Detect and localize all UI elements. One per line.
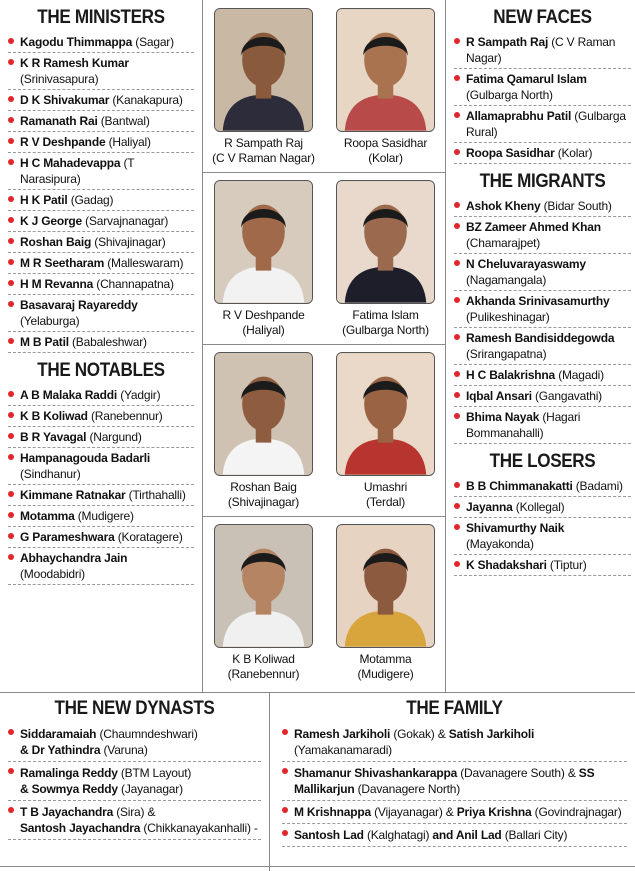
constituency: (Shivajinagar) bbox=[94, 235, 166, 249]
candidate-name: Basavaraj Rayareddy bbox=[20, 298, 138, 312]
candidate-name: Shamanur Shivashankarappa bbox=[294, 766, 458, 780]
person-silhouette-icon bbox=[337, 525, 434, 647]
list-item bbox=[8, 295, 194, 332]
bullet-icon bbox=[8, 96, 14, 102]
constituency: (Chikkanayakanhalli) - bbox=[143, 821, 258, 835]
bottom-rule bbox=[0, 866, 635, 871]
constituency: (BTM Layout) bbox=[120, 766, 192, 780]
photo-tile bbox=[325, 0, 446, 172]
candidate-name: Akhanda Srinivasamurthy bbox=[466, 294, 610, 308]
list-item bbox=[454, 32, 631, 69]
constituency: (Ballari City) bbox=[504, 828, 568, 842]
bullet-icon bbox=[8, 196, 14, 202]
list-item bbox=[454, 386, 631, 407]
list-item bbox=[282, 801, 627, 824]
bullet-icon bbox=[454, 260, 460, 266]
photo-tile bbox=[203, 172, 324, 344]
caption-constituency: (Shivajinagar) bbox=[227, 495, 300, 509]
constituency: (T Narasipura) bbox=[20, 156, 135, 186]
family-panel bbox=[270, 693, 635, 871]
candidate-name: Iqbal Ansari bbox=[466, 389, 532, 403]
constituency: (Govindrajnagar) bbox=[534, 805, 622, 819]
photo-caption bbox=[325, 480, 446, 510]
photo-tile bbox=[203, 0, 324, 172]
constituency: (Chaumndeshwari) bbox=[99, 727, 198, 741]
bullet-icon bbox=[8, 412, 14, 418]
constituency: (Srirangapatna) bbox=[466, 347, 547, 361]
bullet-icon bbox=[8, 280, 14, 286]
bullet-icon bbox=[8, 512, 14, 518]
constituency: (Pulikeshinagar) bbox=[466, 310, 550, 324]
caption-name: R V Deshpande bbox=[222, 308, 305, 322]
candidate-name: Allamaprabhu Patil bbox=[466, 109, 572, 123]
constituency: (Gokak) & bbox=[393, 727, 446, 741]
candidate-name: H C Balakrishna bbox=[466, 368, 556, 382]
list-item bbox=[454, 497, 631, 518]
list-item bbox=[8, 723, 261, 762]
constituency: (Kolar) bbox=[557, 146, 593, 160]
caption-constituency: (Ranebennur) bbox=[227, 667, 300, 681]
candidate-name: G Parameshwara bbox=[20, 530, 115, 544]
constituency: (Davanagere North) bbox=[357, 782, 461, 796]
caption-name: Umashri bbox=[363, 480, 408, 494]
list-item bbox=[454, 106, 631, 143]
bullet-icon bbox=[8, 391, 14, 397]
constituency: (Vijayanagar) & bbox=[374, 805, 454, 819]
dynasts-title: THE NEW DYNASTS bbox=[54, 698, 215, 719]
candidate-name: Siddaramaiah bbox=[20, 727, 97, 741]
ministers-list bbox=[8, 32, 194, 353]
bullet-icon bbox=[454, 149, 460, 155]
bullet-icon bbox=[282, 807, 288, 813]
list-item bbox=[8, 153, 194, 190]
candidate-name: Motamma bbox=[20, 509, 75, 523]
bullet-icon bbox=[8, 117, 14, 123]
list-item bbox=[8, 132, 194, 153]
candidate-name: K Shadakshari bbox=[466, 558, 547, 572]
photo-column bbox=[203, 0, 446, 692]
photo-tile bbox=[325, 344, 446, 516]
candidate-name: Santosh Jayachandra bbox=[20, 821, 141, 835]
candidate-name: Jayanna bbox=[466, 500, 513, 514]
list-item bbox=[8, 801, 261, 840]
candidate-name: Priya Krishna bbox=[456, 805, 532, 819]
bullet-icon bbox=[454, 392, 460, 398]
bullet-icon bbox=[8, 768, 14, 774]
candidate-name: & Dr Yathindra bbox=[20, 743, 101, 757]
candidate-name: K J George bbox=[20, 214, 83, 228]
constituency: (Channapatna) bbox=[96, 277, 174, 291]
constituency: (Magadi) bbox=[558, 368, 604, 382]
bullet-icon bbox=[454, 371, 460, 377]
bullet-icon bbox=[454, 561, 460, 567]
person-silhouette-icon bbox=[337, 181, 434, 303]
candidate-name: and Anil Lad bbox=[432, 828, 502, 842]
bullet-icon bbox=[8, 454, 14, 460]
list-item bbox=[8, 485, 194, 506]
dynasts-list bbox=[8, 723, 261, 840]
caption-name: Roopa Sasidhar bbox=[343, 136, 428, 150]
bullet-icon bbox=[454, 112, 460, 118]
list-item bbox=[282, 762, 627, 801]
candidate-name: SS Mallikarjun bbox=[294, 766, 595, 796]
person-silhouette-icon bbox=[215, 181, 312, 303]
constituency: (Mudigere) bbox=[77, 509, 134, 523]
candidate-name: N Cheluvarayaswamy bbox=[466, 257, 586, 271]
portrait-photo bbox=[214, 352, 313, 476]
caption-name: Fatima Islam bbox=[352, 308, 419, 322]
constituency: (Bantwal) bbox=[100, 114, 150, 128]
constituency: (Sarvajnanagar) bbox=[85, 214, 169, 228]
constituency: (Hagari Bommanahalli) bbox=[466, 410, 581, 440]
list-item bbox=[8, 90, 194, 111]
bullet-icon bbox=[454, 524, 460, 530]
portrait-photo bbox=[214, 8, 313, 132]
migrants-list bbox=[454, 196, 631, 444]
list-item bbox=[8, 190, 194, 211]
bullet-icon bbox=[454, 75, 460, 81]
dynasts-panel bbox=[0, 693, 270, 871]
family-list bbox=[282, 723, 627, 847]
caption-constituency: (Mudigere) bbox=[357, 667, 414, 681]
bullet-icon bbox=[454, 413, 460, 419]
portrait-photo bbox=[336, 352, 435, 476]
right-column bbox=[446, 0, 635, 692]
candidate-name: H C Mahadevappa bbox=[20, 156, 121, 170]
list-item bbox=[282, 824, 627, 847]
family-title: THE FAMILY bbox=[406, 698, 503, 719]
candidate-name: Ashok Kheny bbox=[466, 199, 541, 213]
constituency: (Haliyal) bbox=[108, 135, 151, 149]
list-item bbox=[8, 232, 194, 253]
candidate-name: T B Jayachandra bbox=[20, 805, 114, 819]
new-faces-title: NEW FACES bbox=[493, 7, 592, 28]
portrait-photo bbox=[336, 524, 435, 648]
bullet-icon bbox=[8, 59, 14, 65]
list-item bbox=[454, 328, 631, 365]
caption-constituency: (Kolar) bbox=[368, 151, 403, 165]
candidate-name: Ramalinga Reddy bbox=[20, 766, 118, 780]
candidate-name: Hampanagouda Badarli bbox=[20, 451, 151, 465]
candidate-name: K R Ramesh Kumar bbox=[20, 56, 129, 70]
constituency: (Kollegal) bbox=[515, 500, 565, 514]
list-item bbox=[8, 274, 194, 295]
constituency: (Sindhanur) bbox=[20, 467, 81, 481]
constituency: (Nargund) bbox=[89, 430, 142, 444]
bullet-icon bbox=[8, 159, 14, 165]
candidate-name: R V Deshpande bbox=[20, 135, 106, 149]
person-silhouette-icon bbox=[337, 9, 434, 131]
portrait-photo bbox=[214, 524, 313, 648]
list-item bbox=[8, 332, 194, 353]
constituency: (Gulbarga North) bbox=[466, 88, 553, 102]
bullet-icon bbox=[8, 433, 14, 439]
candidate-name: Ramanath Rai bbox=[20, 114, 98, 128]
bullet-icon bbox=[454, 482, 460, 488]
candidate-name: BZ Zameer Ahmed Khan bbox=[466, 220, 601, 234]
bullet-icon bbox=[454, 503, 460, 509]
person-silhouette-icon bbox=[215, 353, 312, 475]
left-column bbox=[0, 0, 203, 692]
bullet-icon bbox=[8, 38, 14, 44]
list-item bbox=[8, 427, 194, 448]
list-item bbox=[8, 527, 194, 548]
constituency: (Tirthahalli) bbox=[128, 488, 186, 502]
notables-title: THE NOTABLES bbox=[37, 360, 165, 381]
bullet-icon bbox=[282, 768, 288, 774]
list-item bbox=[8, 506, 194, 527]
bullet-icon bbox=[454, 223, 460, 229]
list-item bbox=[454, 254, 631, 291]
constituency: (Badami) bbox=[575, 479, 623, 493]
list-item bbox=[8, 548, 194, 585]
candidate-name: Kagodu Thimmappa bbox=[20, 35, 133, 49]
bullet-icon bbox=[454, 38, 460, 44]
list-item bbox=[8, 253, 194, 274]
candidate-name: B B Chimmanakatti bbox=[466, 479, 573, 493]
bullet-icon bbox=[454, 202, 460, 208]
caption-constituency: (Gulbarga North) bbox=[342, 323, 429, 337]
constituency: (Yelaburga) bbox=[20, 314, 80, 328]
photo-caption bbox=[325, 136, 446, 166]
caption-name: K B Koliwad bbox=[232, 652, 295, 666]
constituency: (Davanagere South) & bbox=[460, 766, 576, 780]
list-item bbox=[8, 385, 194, 406]
list-item bbox=[454, 196, 631, 217]
constituency: (Srinivasapura) bbox=[20, 72, 99, 86]
list-item bbox=[454, 143, 631, 164]
list-item bbox=[8, 448, 194, 485]
candidate-name: R Sampath Raj bbox=[466, 35, 549, 49]
candidate-name: H M Revanna bbox=[20, 277, 94, 291]
constituency: (Gangavathi) bbox=[534, 389, 602, 403]
bullet-icon bbox=[8, 491, 14, 497]
bullet-icon bbox=[282, 729, 288, 735]
bottom-band bbox=[0, 692, 635, 871]
constituency: (Malleswaram) bbox=[107, 256, 184, 270]
list-item bbox=[454, 518, 631, 555]
bullet-icon bbox=[282, 830, 288, 836]
caption-name: R Sampath Raj bbox=[224, 136, 303, 150]
photo-tile bbox=[203, 516, 324, 688]
constituency: (Bidar South) bbox=[543, 199, 612, 213]
bullet-icon bbox=[8, 259, 14, 265]
ministers-title: THE MINISTERS bbox=[37, 7, 165, 28]
list-item bbox=[8, 211, 194, 232]
candidate-name: Roshan Baig bbox=[20, 235, 92, 249]
bullet-icon bbox=[454, 297, 460, 303]
bullet-icon bbox=[454, 334, 460, 340]
photo-caption bbox=[325, 652, 446, 682]
constituency: (Sira) & bbox=[116, 805, 156, 819]
constituency: (Ranebennur) bbox=[90, 409, 163, 423]
candidate-name: M Krishnappa bbox=[294, 805, 371, 819]
photo-caption bbox=[203, 136, 324, 166]
bullet-icon bbox=[8, 338, 14, 344]
bullet-icon bbox=[8, 138, 14, 144]
constituency: (Jayanagar) bbox=[121, 782, 183, 796]
candidate-name: Roopa Sasidhar bbox=[466, 146, 555, 160]
bullet-icon bbox=[8, 554, 14, 560]
notables-list bbox=[8, 385, 194, 585]
constituency: (Gulbarga Rural) bbox=[466, 109, 626, 139]
list-item bbox=[282, 723, 627, 762]
portrait-photo bbox=[214, 180, 313, 304]
candidate-name: K B Koliwad bbox=[20, 409, 88, 423]
constituency: (Kanakapura) bbox=[112, 93, 183, 107]
constituency: (Sagar) bbox=[135, 35, 174, 49]
constituency: (Yamakanamaradi) bbox=[294, 743, 392, 757]
losers-title: THE LOSERS bbox=[489, 451, 596, 472]
constituency: (Tiptur) bbox=[549, 558, 587, 572]
candidate-name: Satish Jarkiholi bbox=[448, 727, 535, 741]
constituency: (Moodabidri) bbox=[20, 567, 85, 581]
portrait-photo bbox=[336, 180, 435, 304]
candidate-name: Fatima Qamarul Islam bbox=[466, 72, 587, 86]
photo-tile bbox=[325, 516, 446, 688]
list-item bbox=[454, 365, 631, 386]
candidate-name: Ramesh Bandisiddegowda bbox=[466, 331, 615, 345]
bullet-icon bbox=[8, 238, 14, 244]
candidate-name: Ramesh Jarkiholi bbox=[294, 727, 391, 741]
constituency: (Gadag) bbox=[70, 193, 114, 207]
caption-name: Motamma bbox=[359, 652, 412, 666]
candidate-name: Santosh Lad bbox=[294, 828, 364, 842]
list-item bbox=[454, 555, 631, 576]
candidate-name: & Sowmya Reddy bbox=[20, 782, 118, 796]
caption-name: Roshan Baig bbox=[230, 480, 297, 494]
migrants-title: THE MIGRANTS bbox=[479, 171, 606, 192]
bullet-icon bbox=[8, 807, 14, 813]
photo-caption bbox=[203, 308, 324, 338]
list-item bbox=[8, 53, 194, 90]
constituency: (Kalghatagi) bbox=[366, 828, 430, 842]
person-silhouette-icon bbox=[215, 525, 312, 647]
caption-constituency: (Terdal) bbox=[365, 495, 406, 509]
candidate-name: Shivamurthy Naik bbox=[466, 521, 565, 535]
person-silhouette-icon bbox=[337, 353, 434, 475]
photo-caption bbox=[325, 308, 446, 338]
candidate-name: M R Seetharam bbox=[20, 256, 105, 270]
candidate-name: A B Malaka Raddi bbox=[20, 388, 118, 402]
photo-caption bbox=[203, 652, 324, 682]
candidate-name: H K Patil bbox=[20, 193, 68, 207]
caption-constituency: (Haliyal) bbox=[242, 323, 285, 337]
caption-constituency: (C V Raman Nagar) bbox=[212, 151, 315, 165]
candidate-name: Abhaychandra Jain bbox=[20, 551, 128, 565]
candidate-name: M B Patil bbox=[20, 335, 69, 349]
bullet-icon bbox=[8, 217, 14, 223]
candidate-name: B R Yavagal bbox=[20, 430, 87, 444]
constituency: (Chamarajpet) bbox=[466, 236, 541, 250]
constituency: (Koratagere) bbox=[117, 530, 183, 544]
constituency: (Nagamangala) bbox=[466, 273, 547, 287]
bullet-icon bbox=[8, 729, 14, 735]
photo-tile bbox=[203, 344, 324, 516]
new-faces-list bbox=[454, 32, 631, 164]
candidate-name: Bhima Nayak bbox=[466, 410, 540, 424]
losers-list bbox=[454, 476, 631, 576]
photo-tile bbox=[325, 172, 446, 344]
constituency: (Babaleshwar) bbox=[72, 335, 147, 349]
portrait-photo bbox=[336, 8, 435, 132]
candidate-name: D K Shivakumar bbox=[20, 93, 110, 107]
list-item bbox=[454, 476, 631, 497]
photo-caption bbox=[203, 480, 324, 510]
list-item bbox=[454, 69, 631, 106]
list-item bbox=[454, 217, 631, 254]
person-silhouette-icon bbox=[215, 9, 312, 131]
constituency: (Varuna) bbox=[103, 743, 148, 757]
bullet-icon bbox=[8, 533, 14, 539]
list-item bbox=[8, 32, 194, 53]
list-item bbox=[454, 291, 631, 328]
bullet-icon bbox=[8, 301, 14, 307]
list-item bbox=[8, 111, 194, 132]
constituency: (Mayakonda) bbox=[466, 537, 534, 551]
constituency: (Yadgir) bbox=[120, 388, 161, 402]
candidate-name: Kimmane Ratnakar bbox=[20, 488, 126, 502]
list-item bbox=[8, 762, 261, 801]
constituency: (C V Raman Nagar) bbox=[466, 35, 616, 65]
list-item bbox=[454, 407, 631, 444]
list-item bbox=[8, 406, 194, 427]
